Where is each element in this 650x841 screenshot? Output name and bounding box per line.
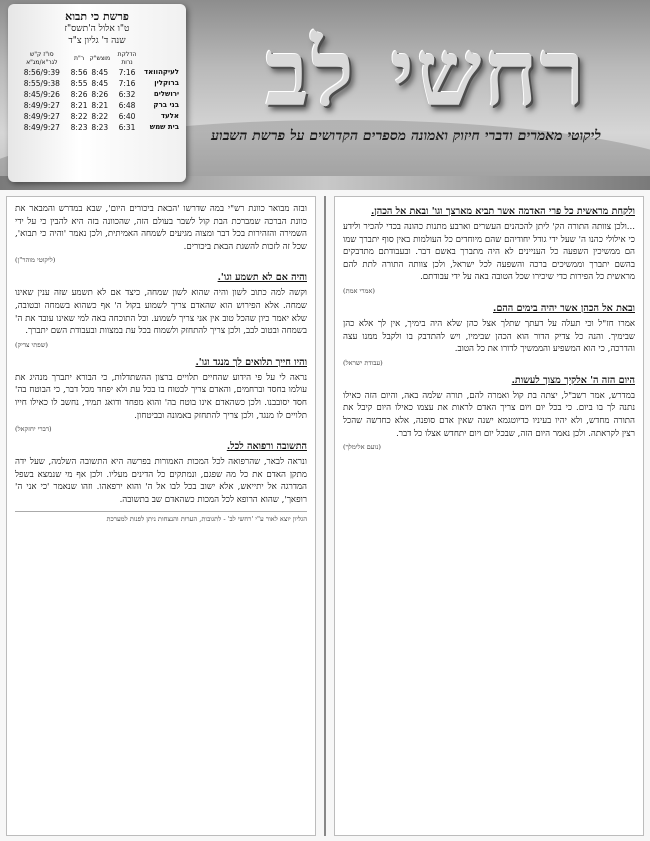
rt-time: 8:56 (70, 68, 88, 77)
section-text: ...ולכן צוותה התורה הק' ליתן להכהנים העשרים וארבע מתנות כהונה בכדי להכיר ולידע כי אילולי כהנו ה' שעל ידי גודל יחודיהם שהם מיוחדים כל העולמות באין סוף יתברך שמו הם ממשיכין השפעה כל העניינים לא היה מתברך באשם דבר. ובעבודתם מתדבקים בהשם יתברך וממשיכים ברכה והשפעה לכל ישראל, ולכן צוותה התורה לתת להם מראשית כל הפירות כדי שיכירו שכל הטובה באה על ידי עבודתם. (343, 222, 635, 283)
rt-time: 8:21 (70, 101, 88, 110)
candle-time: 6:40 (118, 112, 136, 121)
motzei-time: 8:45 (91, 79, 109, 88)
column-header: סו"ז ק"ש לגר"א/מג"א (26, 51, 58, 66)
section-source: (ליקוטי מוהר"ן) (15, 256, 56, 265)
section-source: (עבודת ישראל) (343, 358, 383, 367)
rt-time: 8:55 (70, 79, 88, 88)
parsha-name: פרשת כי תבוא (65, 10, 129, 23)
motzei-time: 8:23 (91, 123, 109, 132)
section-heading: התשובה ורפואה לכל. (226, 441, 307, 453)
section-text: ונראה לבאר, שהרפואה לכל המכות האמורות בפרשה היא התשובה השלמה, שעל ידה מתקן האדם את כל מה שפגם, ונמתקים כל הדינים מעליו. ולכן אף מי שנמצא בשפל המדרגה אל יתייאש, אלא ישוב בכל לבו אל ה' והוא ירפאהו. וזהו שנאמר 'כי אני ה' רופאך', שהוא הרופא לכל המכות כשהאדם שב בתשובה. (15, 457, 307, 505)
rt-time: 8:23 (70, 123, 88, 132)
section-source: (אמרי אמת) (343, 286, 375, 295)
section-heading: והיו חייך תלואים לך מנגד וגו'. (195, 356, 307, 368)
left-column (6, 196, 316, 836)
times-scroll (8, 4, 186, 182)
motzei-time: 8:21 (91, 101, 109, 110)
table-row (14, 100, 180, 111)
article-body (6, 196, 644, 836)
section-heading: ולקחת מראשית כל פרי האדמה אשר תביא מארצך וגו' ובאת אל הכהן. (371, 206, 635, 217)
column-header: מוצש"ק (89, 55, 111, 62)
hebrew-date: ט"ו אלול ה'תשס"ז (64, 24, 130, 34)
table-row (14, 111, 180, 122)
zmanim-table (14, 51, 180, 133)
motzei-time: 8:22 (91, 112, 109, 121)
table-row (14, 78, 180, 89)
table-row (14, 89, 180, 100)
city-name: בני ברק (153, 101, 179, 109)
column-divider (324, 196, 326, 836)
section-source: (דברי יחזקאל) (15, 425, 52, 434)
city-column-header (143, 51, 180, 67)
candle-time: 6:48 (118, 101, 136, 110)
shema-time: 8:49/9:27 (23, 112, 60, 121)
shema-time: 8:56/9:39 (23, 68, 60, 77)
zmanim-header-row (14, 51, 180, 67)
section-heading: ובאת אל הכהן אשר יהיה בימים ההם. (493, 302, 635, 314)
shema-time: 8:49/9:27 (23, 101, 60, 110)
table-row (14, 67, 180, 78)
footer-note: הגליון יוצא לאור ע"י 'רחשי לב' - לתגובות, הערות והנצחות ניתן לפנות למערכת (15, 511, 307, 524)
city-name: בית שמש (149, 123, 179, 131)
shema-time: 8:55/9:38 (23, 79, 60, 88)
rt-time: 8:26 (70, 90, 88, 99)
motzei-time: 8:26 (91, 90, 109, 99)
city-name: ברוקלין (154, 79, 179, 87)
shema-time: 8:45/9:26 (23, 90, 60, 99)
header-banner (0, 0, 650, 190)
column-header: ר"ת (74, 55, 85, 62)
candle-time: 6:32 (118, 90, 136, 99)
candle-time: 7:16 (118, 79, 136, 88)
shema-time: 8:49/9:27 (23, 123, 60, 132)
column-header: הדלקת נרות (117, 51, 137, 66)
candle-time: 6:31 (118, 123, 136, 132)
section-source: (נועם אלימלך) (343, 443, 381, 452)
table-row (14, 122, 180, 133)
right-column (334, 196, 644, 836)
city-name: ירושלים (153, 90, 179, 98)
section-text: נראה לי על פי הידוע שהחיים תלויים ברצון ההשתדלות, כי הבורא יתברך מנהיג את עולמו בחסד וברחמים, והאדם צריך לבטוח בו בכל עת ולא יפחד מכל דבר, כי הבוטח בה' חסד יסובבנו. ולכן כשהאדם אינו בוטח בה' והוא מפחד ודואג תמיד, נחשב לו כאילו חייו תלויים לו מנגד, ולכן צריך להתחזק באמונה ובביטחון. (15, 372, 307, 421)
city-name: אלעד (160, 112, 179, 120)
city-name: לעיקהוואד (144, 68, 179, 76)
masthead-title: רחשי לב (264, 19, 588, 127)
section-heading: היום הזה ה' אלקיך מצוך לעשות. (511, 374, 635, 386)
section-heading: והיה אם לא תשמע וגו'. (217, 272, 307, 284)
motzei-time: 8:45 (91, 68, 109, 77)
masthead-subtitle: ליקוטי מאמרים ודברי חיזוק ואמונה מספרים הקדושים על פרשת השבוע (211, 128, 601, 144)
section-text: ובזה מבואר כוונת רש"י במה שדרשו 'הבאת ביכורים היום', שבא במדרש והמבאר את כוונת הברכה שמברכת הבת קול לשבר בעולם הזה, שהכוונה בזה היא להבין כי על ידי השמירה והזהירות בכל דבר ומצוה מגיעים לשמחה האמיתית, ולכן נאמר 'והיה כי תבוא', שכל זה לזכות להשגת הבאת ביכורים. (15, 204, 307, 252)
section-text: וקשה למה כתוב לשון והיה שהוא לשון שמחה, כיצד אם לא תשמע שזה ענין שאינו שמחה. אלא הפירוש הוא שהאדם צריך לשמוע בקול ה' אף כשהוא בשמחה ובטובה, שלא יאמר כיון שהכל טוב אין אני צריך לשמוע. וכל התוכחה באה למי שאינו עובד את ה' בשמחה ובטוב לבב, ולכן צריך להתחזק ולשמוח בכל עת במצוות ובעבודת השם יתברך. (15, 288, 307, 337)
rt-time: 8:22 (70, 112, 88, 121)
edition-number: שנה ד' גליון צ"ד (68, 36, 126, 46)
section-text: אמרו חז"ל וכי תעלה על דעתך שתלך אצל כהן שלא היה בימיך, אין לך אלא כהן שבימיך. והנה כל צדיק הדור הוא הכהן שבימיו, ויש להתדבק בו ולקבל ממנו עצה והדרכה, כי הוא המשפיע והממשיך לדורו את כל הטוב. (343, 318, 635, 355)
section-text: במדרש, אמר רשב"ל, יצתה בת קול ואמרה להם, תורה שלמה באה, והיום הזה כאילו נתנה לך בו ביום. כי בכל יום ויום צריך האדם לראות את עצמו כאילו היום קיבל את התורה מחדש, ולא יהיו בעיניו כדיוטגמא ישנה שאין אדם סופנה, אלא כחדשה שהכל רצין לקראתה. ולכן נאמר היום הזה, שבכל יום ויום יתחדש אצלו כל דבר. (343, 390, 635, 439)
candle-time: 7:16 (118, 68, 136, 77)
section-source: (שפתי צדיק) (15, 340, 48, 349)
